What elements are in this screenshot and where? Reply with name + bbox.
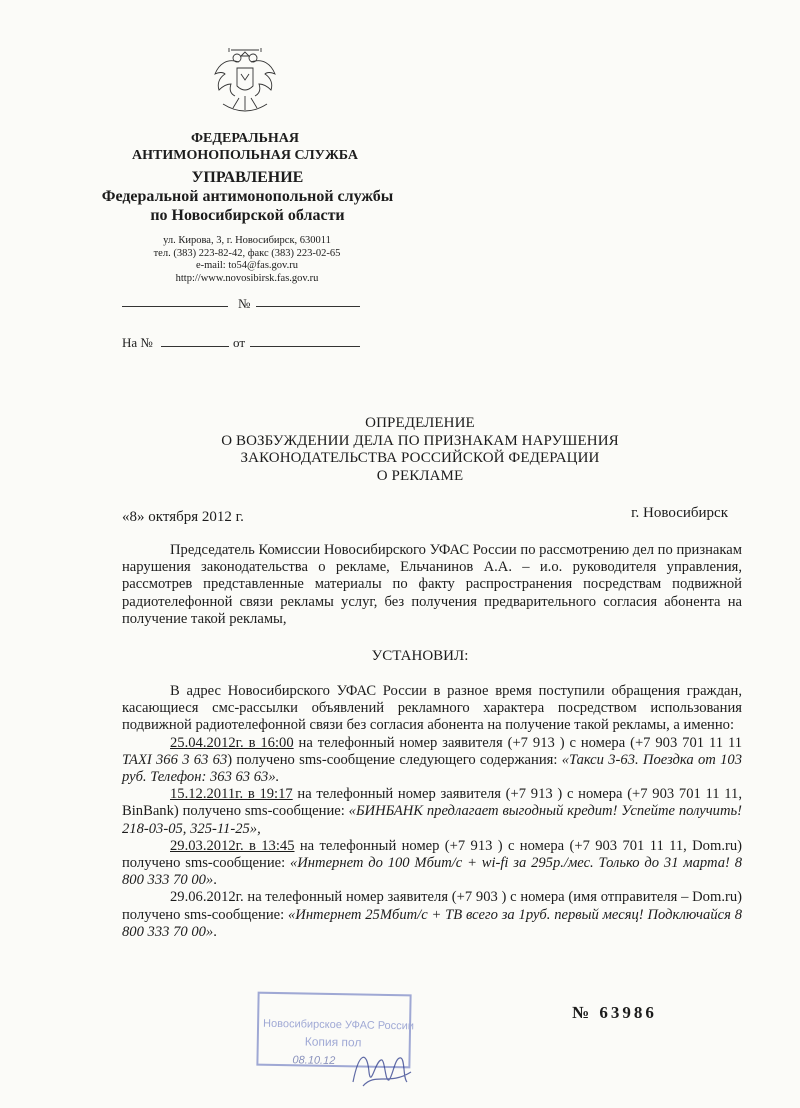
sms-3-text-c: . — [213, 872, 217, 889]
sms-1-sender: TAXI 366 3 63 63 — [122, 751, 228, 768]
stamp-line-2: Копия пол — [304, 1034, 362, 1050]
title-line-2: О ВОЗБУЖДЕНИИ ДЕЛА ПО ПРИЗНАКАМ НАРУШЕНИЯ — [221, 432, 619, 449]
incoming-number: № 63986 — [572, 1003, 657, 1022]
body-section — [122, 683, 742, 941]
email: e-mail: to54@fas.gov.ru — [195, 260, 298, 272]
sms-4-text-a: на телефонный номер заявителя (+7 903 ) с номера (имя отправителя – Dom.ru) получено sms-сообщение: — [122, 889, 742, 923]
contact-block — [122, 235, 372, 285]
body-intro-text: В адрес Новосибирского УФАС России в разное время поступили обращения граждан, касающиеся смс-рассылки объявлений рекламного характера посредством использования подвижной радиотелефонной связи без согласия абонента на получение такой рекламы, а именно: — [122, 683, 742, 734]
sms-4-datetime: 29.06.2012г. — [170, 889, 244, 906]
sms-item-2 — [122, 786, 742, 838]
sms-item-4 — [122, 889, 742, 941]
intro-text: Председатель Комиссии Новосибирского УФАС России по рассмотрению дел по признакам нарушения законодательства о рекламе, Ельчанинов А.А. – и.о. руководителя управления, рассмотрев представленные материалы по факту распространения посредствам подвижной радиотелефонной связи рекламы услуг, без получения предварительного согласия абонента на получение такой рекламы, — [122, 542, 742, 627]
sms-1-datetime: 25.04.2012г. в 16:00 — [170, 734, 294, 751]
address: ул. Кирова, 3, г. Новосибирск, 630011 — [163, 235, 331, 246]
document-date: «8» октября 2012 г. — [122, 509, 244, 525]
ref-date-line — [250, 346, 360, 347]
sms-item-3 — [122, 838, 742, 890]
sms-2-datetime: 15.12.2011г. в 19:17 — [170, 786, 293, 803]
dept-line-3: по Новосибирской области — [150, 207, 345, 224]
coat-of-arms-emblem — [209, 44, 281, 122]
org-name — [120, 130, 370, 164]
sms-1-text-b: ) получено sms-сообщение следующего содержания: — [227, 751, 562, 768]
sms-3-datetime: 29.03.2012г. в 13:45 — [170, 837, 295, 854]
sms-1-message: «Такси 3-63. Поездка от 103 руб. Телефон: 363 63 63». — [122, 751, 743, 786]
ref-no-line — [161, 346, 229, 347]
sms-item-1 — [122, 735, 742, 787]
ref-date-label: от — [233, 335, 246, 350]
document-title — [120, 415, 720, 485]
established-heading: УСТАНОВИЛ: — [371, 648, 469, 664]
outgoing-date-line — [122, 306, 228, 307]
sms-3-message: «Интернет до 100 Мбит/с + wi-fi за 295р./мес. Только до 31 марта! 8 800 333 70 00» — [122, 855, 742, 889]
title-line-1: ОПРЕДЕЛЕНИЕ — [365, 415, 475, 431]
outgoing-no-line — [256, 306, 360, 307]
intro-paragraph — [122, 542, 742, 628]
sms-2-text-a: на телефонный номер заявителя (+7 913 ) с номера (+7 903 701 11 11, BinBank) получено sms-сообщение: — [122, 786, 742, 820]
stamp-date: 08.10.12 — [292, 1054, 336, 1068]
sms-1-text-a: на телефонный номер заявителя (+7 913 ) с номера (+7 903 701 11 11 — [293, 734, 742, 751]
phone-fax: тел. (383) 223-82-42, факс (383) 223-02-65 — [153, 247, 341, 259]
handwritten-signature — [345, 1042, 415, 1097]
ref-no-label: На № — [122, 335, 153, 350]
org-line-2: АНТИМОНОПОЛЬНАЯ СЛУЖБА — [132, 148, 358, 163]
department-name — [75, 168, 420, 225]
dept-line-2: Федеральной антимонопольной службы — [101, 188, 394, 205]
sms-2-message: «БИНБАНК предлагает выгодный кредит! Успейте получить! 218-03-05, 325-11-25» — [122, 803, 743, 837]
sms-4-text-c: . — [213, 923, 217, 940]
stamp-line-1: Новосибирское УФАС России — [262, 1017, 415, 1033]
title-line-4: О РЕКЛАМЕ — [376, 467, 464, 484]
website: http://www.novosibirsk.fas.gov.ru — [175, 272, 319, 284]
dept-line-1: УПРАВЛЕНИЕ — [191, 169, 304, 186]
sms-2-text-c: , — [257, 820, 261, 837]
title-line-3: ЗАКОНОДАТЕЛЬСТВА РОССИЙСКОЙ ФЕДЕРАЦИИ — [240, 450, 600, 466]
sms-4-message: «Интернет 25Мбит/с + ТВ всего за 1руб. первый месяц! Подключайся 8 800 333 70 00» — [122, 906, 742, 940]
sms-3-text-a: на телефонный номер (+7 913 ) с номера (+7 903 701 11 11, Dom.ru) получено sms-сообщение: — [122, 837, 742, 872]
outgoing-no-label: № — [238, 296, 251, 311]
document-city: г. Новосибирск — [631, 505, 728, 521]
org-line-1: ФЕДЕРАЛЬНАЯ — [190, 131, 299, 146]
